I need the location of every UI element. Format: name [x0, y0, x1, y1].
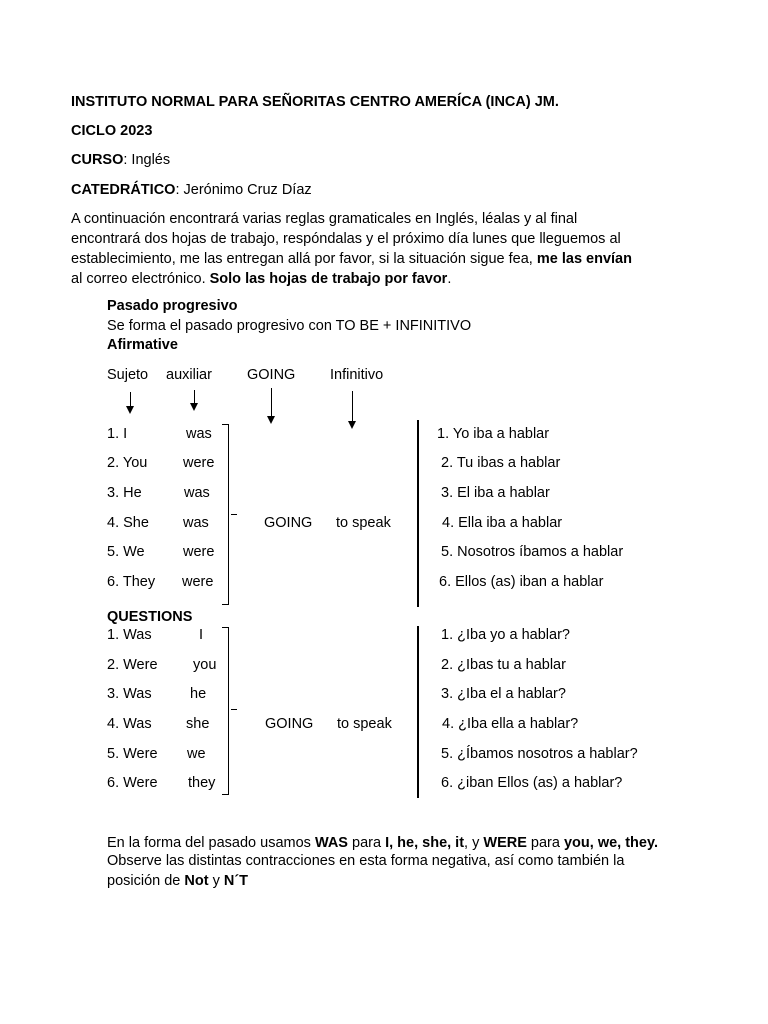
questions-divider [417, 626, 419, 798]
q-aux: 5. Were [107, 746, 158, 762]
q-translation: 4. ¿Iba ella a hablar? [442, 716, 579, 732]
aff-subject: 3. He [107, 485, 142, 501]
footer-line-3 [107, 872, 248, 890]
q-translation: 5. ¿Íbamos nosotros a hablar? [441, 746, 638, 762]
aff-subject: 2. You [107, 455, 148, 471]
q-translation: 6. ¿iban Ellos (as) a hablar? [441, 775, 623, 791]
intro-paragraph [71, 209, 711, 289]
footer-text: , y [464, 835, 484, 851]
intro-line-3-bold: me las envían [536, 251, 632, 267]
aff-subject: 4. She [107, 515, 149, 531]
aff-aux: was [183, 515, 209, 531]
arrow-down-icon [130, 392, 131, 412]
q-subject: you [193, 657, 217, 673]
aff-going: GOING [264, 515, 313, 531]
affirmative-bracket [222, 424, 229, 605]
intro-line-4-bold: Solo las hojas de trabajo por favor [209, 271, 448, 287]
aff-verb: to speak [336, 515, 391, 531]
aff-aux: were [182, 574, 214, 590]
footer-was: WAS [314, 835, 348, 851]
intro-line-4-text: al correo electrónico. [71, 271, 210, 287]
aff-aux: were [183, 455, 215, 471]
affirmative-divider [417, 420, 419, 607]
aff-subject: 1. I [107, 426, 128, 442]
col-header-going: GOING [247, 367, 296, 383]
footer-text: para [526, 835, 564, 851]
q-aux: 3. Was [107, 686, 152, 702]
q-translation: 1. ¿Iba yo a hablar? [441, 627, 570, 643]
q-subject: she [186, 716, 210, 732]
course-label: CURSO [71, 152, 124, 168]
aff-subject: 6. They [107, 574, 156, 590]
q-translation: 2. ¿Ibas tu a hablar [441, 657, 566, 673]
aff-aux: was [184, 485, 210, 501]
bracket-tick [231, 709, 237, 710]
teacher [71, 181, 312, 199]
footer-text: posición de [107, 873, 185, 889]
q-subject: we [187, 746, 206, 762]
q-aux: 6. Were [107, 775, 158, 791]
q-going: GOING [265, 716, 314, 732]
q-subject: he [190, 686, 207, 702]
intro-line-4-end: . [447, 271, 452, 287]
aff-subject: 5. We [107, 544, 145, 560]
aff-aux: were [183, 544, 215, 560]
footer-text: y [208, 873, 224, 889]
q-translation: 3. ¿Iba el a hablar? [441, 686, 566, 702]
q-subject: they [188, 775, 216, 791]
col-header-auxiliary: auxiliar [166, 367, 212, 383]
q-aux: 4. Was [107, 716, 152, 732]
institute-title: INSTITUTO NORMAL PARA SEÑORITAS CENTRO AMERÍCA (INCA) JM. [71, 94, 559, 110]
intro-line-3-text: establecimiento, me las entregan allá por favor, si la situación sigue fea, [71, 251, 537, 267]
section-description: Se forma el pasado progresivo con TO BE + INFINITIVO [107, 318, 472, 334]
intro-line-2: encontrará dos hojas de trabajo, respóndalas y el próximo día lunes que lleguemos al [71, 231, 621, 247]
intro-line-4 [71, 269, 711, 289]
course [71, 151, 170, 169]
teacher-label: CATEDRÁTICO [71, 182, 176, 198]
arrow-down-icon [352, 391, 353, 427]
aff-aux: was [186, 426, 212, 442]
q-aux: 1. Was [107, 627, 152, 643]
footer-pronouns-2: you, we, they. [563, 835, 658, 851]
aff-translation: 3. El iba a hablar [441, 485, 550, 501]
footer-text: para [347, 835, 386, 851]
arrow-down-icon [194, 390, 195, 409]
col-header-subject: Sujeto [107, 367, 149, 383]
footer-text: En la forma del pasado usamos [107, 835, 315, 851]
aff-translation: 1. Yo iba a hablar [437, 426, 550, 442]
footer-line-2: Observe las distintas contracciones en esta forma negativa, así como también la [107, 853, 625, 869]
teacher-value: : Jerónimo Cruz Díaz [175, 182, 312, 198]
aff-translation: 6. Ellos (as) iban a hablar [439, 574, 604, 590]
cycle: CICLO 2023 [71, 123, 153, 139]
aff-translation: 2. Tu ibas a hablar [441, 455, 561, 471]
q-subject: I [199, 627, 204, 643]
footer-pronouns-1: I, he, she, it [385, 835, 465, 851]
q-aux: 2. Were [107, 657, 158, 673]
q-verb: to speak [337, 716, 392, 732]
intro-line-3 [71, 249, 711, 269]
footer-not: Not [184, 873, 209, 889]
footer-line-1 [107, 834, 658, 852]
questions-bracket [222, 627, 229, 795]
bracket-tick [231, 514, 237, 515]
affirmative-title: Afirmative [107, 337, 178, 353]
footer-nt: N´T [223, 873, 249, 889]
col-header-infinitive: Infinitivo [330, 367, 384, 383]
questions-title: QUESTIONS [107, 609, 193, 625]
footer-were: WERE [483, 835, 527, 851]
aff-translation: 4. Ella iba a hablar [442, 515, 563, 531]
section-title: Pasado progresivo [107, 298, 238, 314]
arrow-down-icon [271, 388, 272, 422]
course-value: : Inglés [123, 152, 171, 168]
aff-translation: 5. Nosotros íbamos a hablar [441, 544, 624, 560]
intro-line-1: A continuación encontrará varias reglas gramaticales en Inglés, léalas y al final [71, 211, 578, 227]
